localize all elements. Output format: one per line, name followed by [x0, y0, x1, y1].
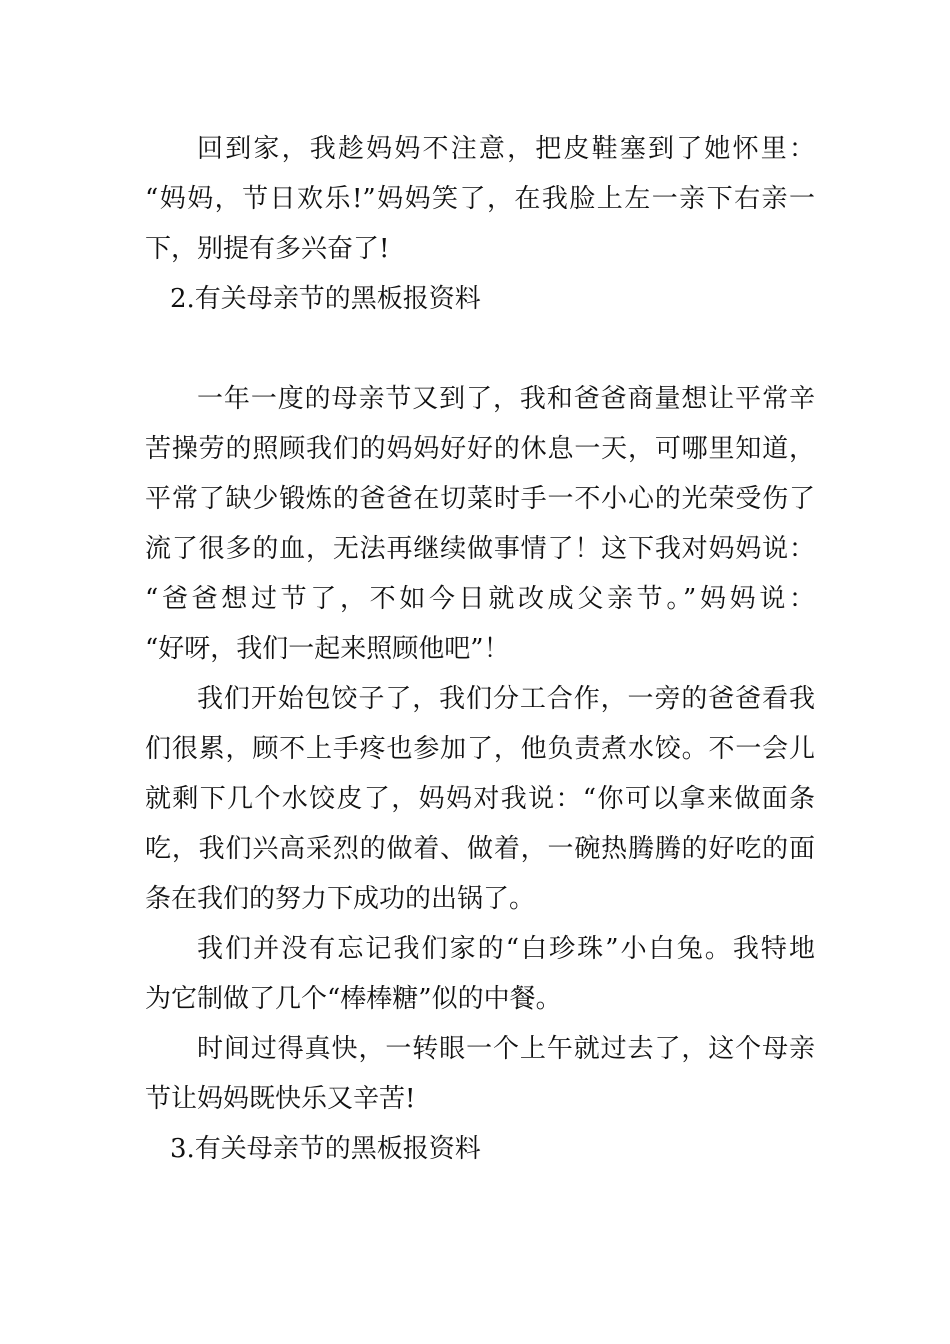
section-heading: 3.有关母亲节的黑板报资料	[170, 1134, 481, 1164]
paragraph-line: 条在我们的努力下成功的出锅了。	[145, 884, 536, 914]
paragraph-line: 流了很多的血，无法再继续做事情了！这下我对妈妈说：	[145, 534, 815, 564]
paragraph-line: “妈妈，节日欢乐!”妈妈笑了，在我脸上左一亲下右亲一	[145, 184, 815, 214]
paragraph-line: “爸爸想过节了，不如今日就改成父亲节。”妈妈说：	[145, 584, 815, 614]
paragraph-line: 我们开始包饺子了，我们分工合作，一旁的爸爸看我	[197, 684, 815, 714]
paragraph-line: 节让妈妈既快乐又辛苦!	[145, 1084, 416, 1114]
paragraph-line: 一年一度的母亲节又到了，我和爸爸商量想让平常辛	[197, 384, 815, 414]
paragraph-line: 下，别提有多兴奋了!	[145, 234, 390, 264]
paragraph-line: 苦操劳的照顾我们的妈妈好好的休息一天，可哪里知道，	[145, 434, 815, 464]
section-heading: 2.有关母亲节的黑板报资料	[170, 284, 481, 314]
paragraph-line: “好呀，我们一起来照顾他吧”！	[145, 634, 510, 664]
paragraph-line: 时间过得真快，一转眼一个上午就过去了，这个母亲	[197, 1034, 815, 1064]
paragraph-line: 为它制做了几个“棒棒糖”似的中餐。	[145, 984, 562, 1014]
paragraph-line: 吃，我们兴高采烈的做着、做着，一碗热腾腾的好吃的面	[145, 834, 815, 864]
paragraph-line: 就剩下几个水饺皮了，妈妈对我说：“你可以拿来做面条	[145, 784, 815, 814]
paragraph-line: 平常了缺少锻炼的爸爸在切菜时手一不小心的光荣受伤了	[145, 484, 815, 514]
paragraph-line: 们很累，顾不上手疼也参加了，他负责煮水饺。不一会儿	[145, 734, 815, 764]
paragraph-line: 我们并没有忘记我们家的“白珍珠”小白兔。我特地	[197, 934, 815, 964]
paragraph-line: 回到家，我趁妈妈不注意，把皮鞋塞到了她怀里：	[197, 134, 815, 164]
